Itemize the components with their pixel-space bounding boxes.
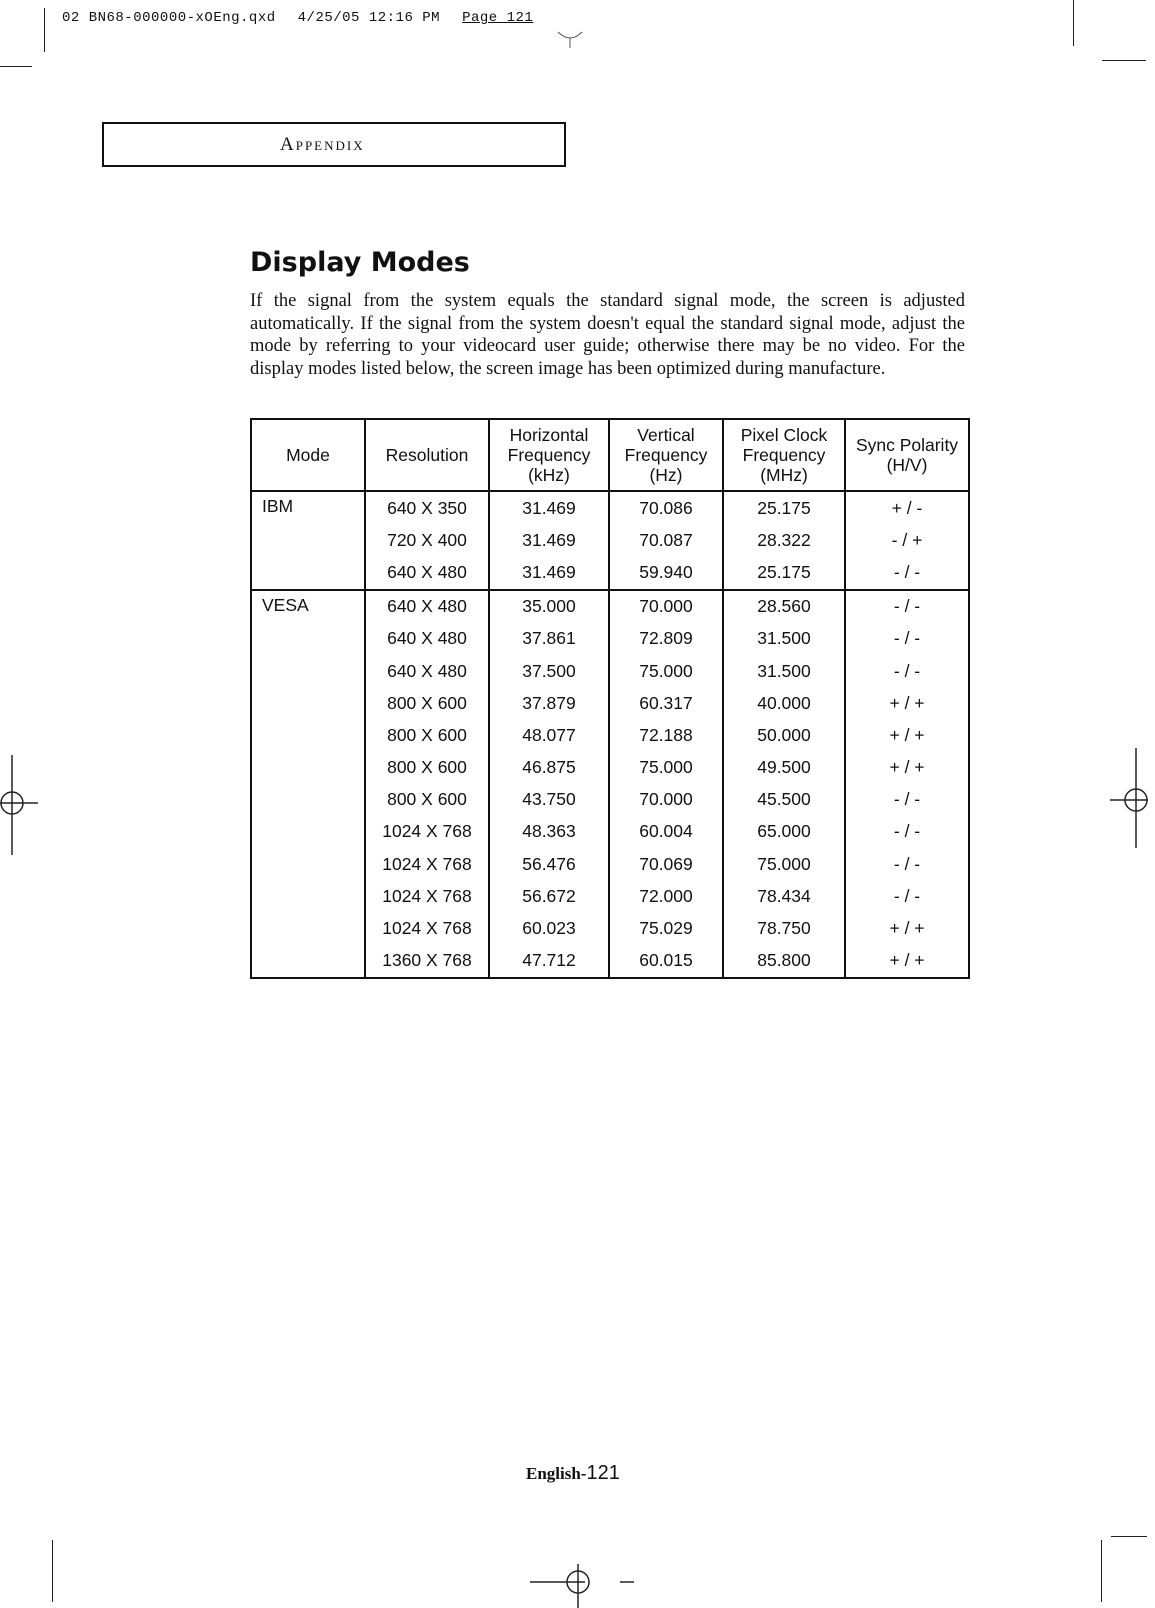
- mode-cell: [251, 623, 365, 655]
- registration-mark-icon: [556, 30, 584, 50]
- column-header: Vertical Frequency (Hz): [609, 419, 723, 491]
- sync-cell: - / -: [845, 784, 969, 816]
- table-row: [251, 590, 969, 623]
- table-row: [251, 655, 969, 687]
- section-header-box: [102, 122, 566, 167]
- sync-cell: + / +: [845, 945, 969, 978]
- table-row: [251, 524, 969, 556]
- pixel-clock-cell: 85.800: [723, 945, 845, 978]
- resolution-cell: 640 X 480: [365, 623, 489, 655]
- resolution-cell: 1360 X 768: [365, 945, 489, 978]
- v-freq-cell: 70.000: [609, 590, 723, 623]
- mode-cell: [251, 848, 365, 880]
- table-header-row: [251, 419, 969, 491]
- pixel-clock-cell: 78.434: [723, 880, 845, 912]
- v-freq-cell: 72.000: [609, 880, 723, 912]
- sync-cell: - / -: [845, 590, 969, 623]
- pixel-clock-cell: 28.322: [723, 524, 845, 556]
- mode-cell: [251, 719, 365, 751]
- mode-cell: [251, 687, 365, 719]
- v-freq-cell: 59.940: [609, 556, 723, 589]
- sync-cell: - / -: [845, 816, 969, 848]
- mode-cell: [251, 784, 365, 816]
- h-freq-cell: 47.712: [489, 945, 609, 978]
- resolution-cell: 1024 X 768: [365, 912, 489, 944]
- sync-cell: + / +: [845, 912, 969, 944]
- v-freq-cell: 75.000: [609, 655, 723, 687]
- print-slug: [62, 10, 533, 26]
- v-freq-cell: 70.069: [609, 848, 723, 880]
- h-freq-cell: 46.875: [489, 752, 609, 784]
- sync-cell: + / +: [845, 687, 969, 719]
- column-header: Mode: [251, 419, 365, 491]
- table-row: [251, 784, 969, 816]
- pixel-clock-cell: 49.500: [723, 752, 845, 784]
- h-freq-cell: 48.077: [489, 719, 609, 751]
- mode-cell: [251, 912, 365, 944]
- pixel-clock-cell: 25.175: [723, 556, 845, 589]
- v-freq-cell: 60.015: [609, 945, 723, 978]
- slug-time: 12:16 PM: [368, 10, 441, 26]
- h-freq-cell: 37.879: [489, 687, 609, 719]
- crop-mark: [0, 66, 32, 67]
- h-freq-cell: 31.469: [489, 556, 609, 589]
- pixel-clock-cell: 78.750: [723, 912, 845, 944]
- mode-cell: [251, 556, 365, 589]
- resolution-cell: 640 X 480: [365, 556, 489, 589]
- v-freq-cell: 70.087: [609, 524, 723, 556]
- resolution-cell: 1024 X 768: [365, 816, 489, 848]
- pixel-clock-cell: 28.560: [723, 590, 845, 623]
- h-freq-cell: 37.861: [489, 623, 609, 655]
- resolution-cell: 640 X 350: [365, 491, 489, 524]
- mode-cell: [251, 524, 365, 556]
- column-header: Pixel Clock Frequency (MHz): [723, 419, 845, 491]
- sync-cell: - / -: [845, 623, 969, 655]
- v-freq-cell: 70.000: [609, 784, 723, 816]
- v-freq-cell: 72.809: [609, 623, 723, 655]
- slug-page: Page 121: [462, 10, 534, 26]
- pixel-clock-cell: 75.000: [723, 848, 845, 880]
- h-freq-cell: 56.476: [489, 848, 609, 880]
- resolution-cell: 800 X 600: [365, 784, 489, 816]
- column-header: Sync Polarity (H/V): [845, 419, 969, 491]
- sync-cell: - / -: [845, 556, 969, 589]
- page-title: Display Modes: [250, 247, 470, 278]
- v-freq-cell: 60.004: [609, 816, 723, 848]
- h-freq-cell: 60.023: [489, 912, 609, 944]
- crop-mark: [1102, 60, 1146, 61]
- pixel-clock-cell: 50.000: [723, 719, 845, 751]
- sync-cell: + / +: [845, 719, 969, 751]
- h-freq-cell: 35.000: [489, 590, 609, 623]
- table-row: [251, 623, 969, 655]
- table-row: [251, 945, 969, 978]
- intro-paragraph: If the signal from the system equals the standard signal mode, the screen is adjusted automatically. If the signal from the system doesn't equal the standard signal mode, adjust the mode by referring to your videocard user guide; otherwise there may be no video. For the display modes listed below, the screen image has been optimized during manufacture.: [250, 291, 965, 379]
- table-row: [251, 719, 969, 751]
- crop-mark: [1073, 0, 1074, 46]
- resolution-cell: 1024 X 768: [365, 880, 489, 912]
- page-footer: [526, 1462, 620, 1485]
- sync-cell: - / -: [845, 655, 969, 687]
- v-freq-cell: 72.188: [609, 719, 723, 751]
- v-freq-cell: 70.086: [609, 491, 723, 524]
- sync-cell: - / -: [845, 880, 969, 912]
- crop-mark: [1101, 1540, 1102, 1602]
- mode-cell: [251, 816, 365, 848]
- pixel-clock-cell: 45.500: [723, 784, 845, 816]
- table-row: [251, 687, 969, 719]
- h-freq-cell: 43.750: [489, 784, 609, 816]
- mode-cell: IBM: [251, 491, 365, 524]
- column-header: Horizontal Frequency (kHz): [489, 419, 609, 491]
- resolution-cell: 800 X 600: [365, 752, 489, 784]
- resolution-cell: 640 X 480: [365, 590, 489, 623]
- footer-language: English-: [526, 1464, 587, 1483]
- crop-mark: [1111, 1536, 1147, 1537]
- resolution-cell: 1024 X 768: [365, 848, 489, 880]
- mode-cell: VESA: [251, 590, 365, 623]
- sync-cell: - / -: [845, 848, 969, 880]
- v-freq-cell: 60.317: [609, 687, 723, 719]
- registration-mark-icon: [530, 1560, 640, 1608]
- table-row: [251, 556, 969, 589]
- crop-mark: [52, 1540, 53, 1602]
- v-freq-cell: 75.029: [609, 912, 723, 944]
- table-row: [251, 752, 969, 784]
- sync-cell: - / +: [845, 524, 969, 556]
- mode-cell: [251, 880, 365, 912]
- h-freq-cell: 31.469: [489, 491, 609, 524]
- registration-mark-icon: [1108, 748, 1148, 848]
- registration-mark-icon: [0, 755, 40, 855]
- table-row: [251, 491, 969, 524]
- pixel-clock-cell: 65.000: [723, 816, 845, 848]
- table-row: [251, 912, 969, 944]
- h-freq-cell: 56.672: [489, 880, 609, 912]
- slug-date: 4/25/05: [297, 10, 360, 26]
- sync-cell: + / -: [845, 491, 969, 524]
- h-freq-cell: 48.363: [489, 816, 609, 848]
- pixel-clock-cell: 31.500: [723, 655, 845, 687]
- resolution-cell: 640 X 480: [365, 655, 489, 687]
- h-freq-cell: 31.469: [489, 524, 609, 556]
- resolution-cell: 800 X 600: [365, 719, 489, 751]
- footer-page-number: 121: [586, 1462, 620, 1484]
- sync-cell: + / +: [845, 752, 969, 784]
- h-freq-cell: 37.500: [489, 655, 609, 687]
- table-row: [251, 880, 969, 912]
- crop-mark: [44, 8, 45, 52]
- pixel-clock-cell: 25.175: [723, 491, 845, 524]
- resolution-cell: 720 X 400: [365, 524, 489, 556]
- v-freq-cell: 75.000: [609, 752, 723, 784]
- pixel-clock-cell: 40.000: [723, 687, 845, 719]
- slug-filename: 02 BN68-000000-xOEng.qxd: [62, 10, 276, 26]
- table-row: [251, 848, 969, 880]
- column-header: Resolution: [365, 419, 489, 491]
- resolution-cell: 800 X 600: [365, 687, 489, 719]
- mode-cell: [251, 655, 365, 687]
- mode-cell: [251, 945, 365, 978]
- mode-cell: [251, 752, 365, 784]
- table-row: [251, 816, 969, 848]
- pixel-clock-cell: 31.500: [723, 623, 845, 655]
- display-modes-table: [250, 418, 970, 979]
- section-title: Appendix: [280, 134, 365, 155]
